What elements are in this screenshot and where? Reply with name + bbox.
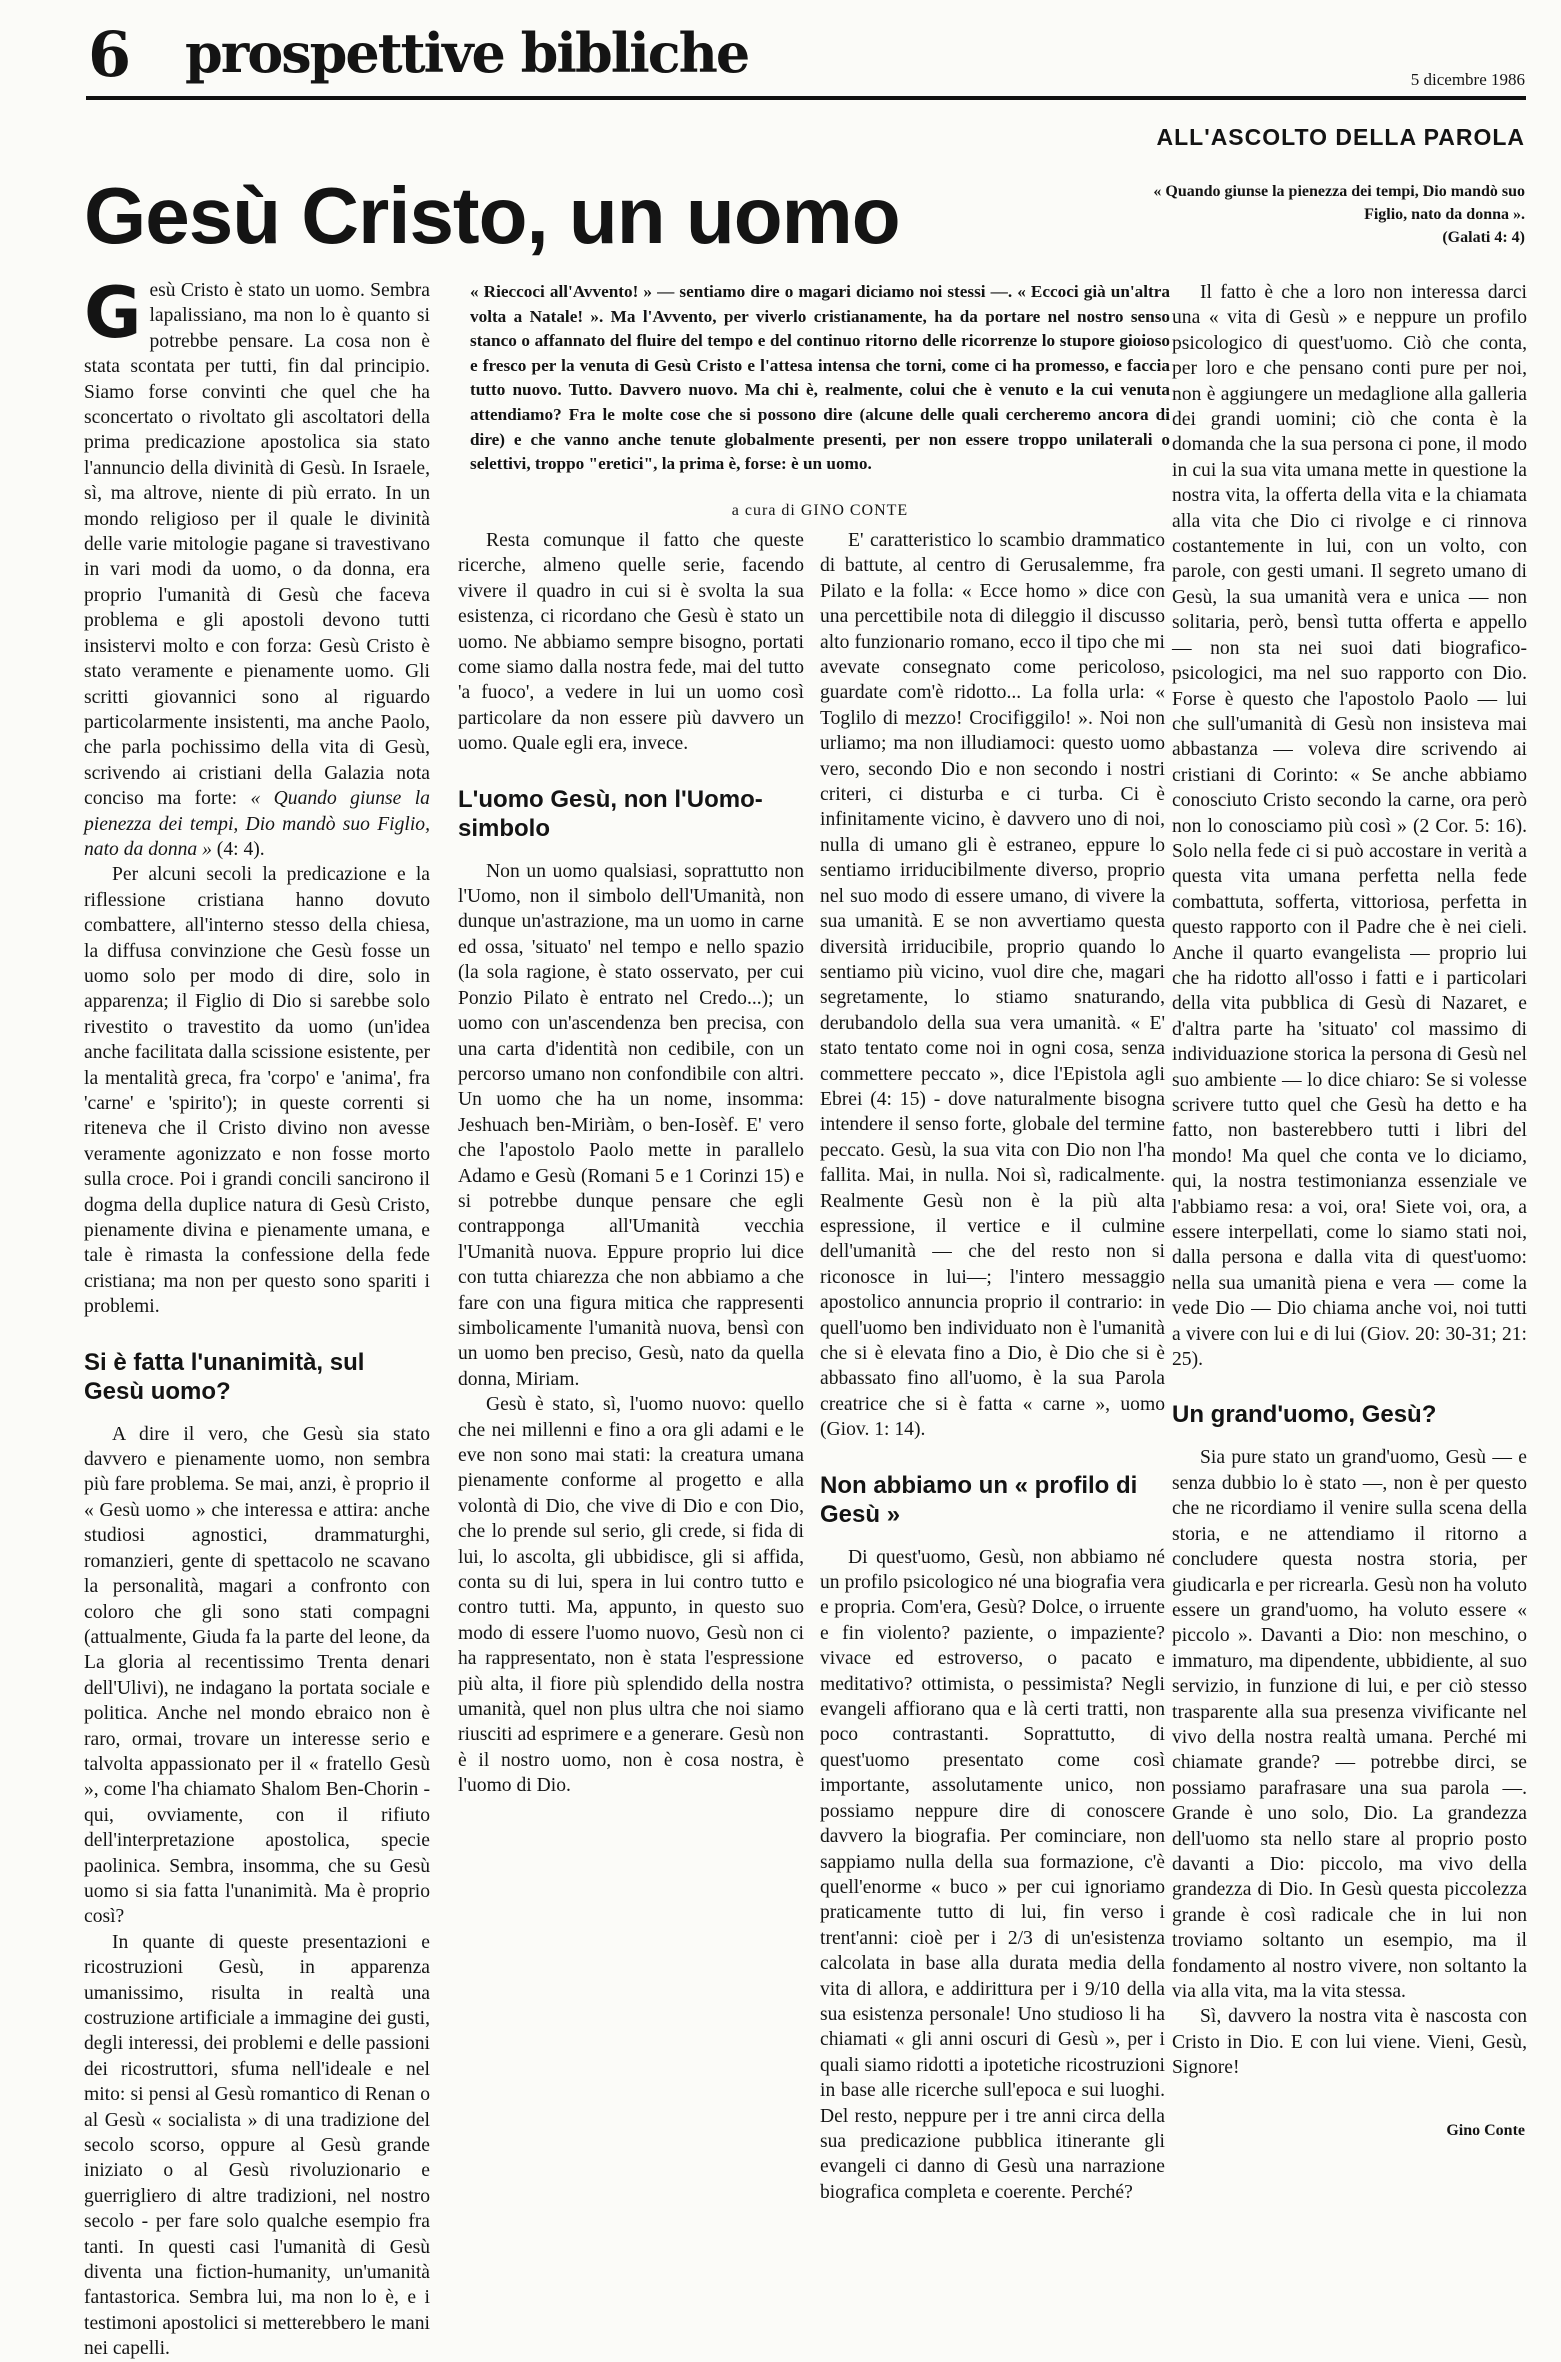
article-paragraph: Per alcuni secoli la predicazione e la riflessione cristiana hanno dovuto combattere, all'interno stesso della chiesa, la diffusa convinzione che Gesù fosse un uomo solo per modo di dire, solo in apparenza; il Figlio di Dio si sarebbe solo rivestito o travestito da uomo (un'idea anche facilitata dalla scissione esistente, per la mentalità greca, fra 'corpo' e 'anima', fra 'carne' e 'spirito'); in queste correnti si riteneva che il Cristo divino non avesse veramente agonizzato e non fosse morto sulla croce. Poi i grandi concili sancirono il dogma della duplice natura di Gesù Cristo, pienamente divina e pienamente umana, e tale è rimasta la confessione della fede cristiana; ma non per questo sono spariti i problemi. [84,864,430,1318]
epigraph-reference: (Galati 4: 4) [1442,229,1525,246]
masthead-rule [86,96,1526,100]
article-paragraph: Resta comunque il fatto che queste ricerche, almeno quelle serie, facendo vivere il quadro in cui si è svolta la sua esistenza, ci ricordano che Gesù è stato un uomo. Ne abbiamo sempre bisogno, portati come siamo dalla nostra fede, mai del tutto 'a fuoco', a vedere in lui un uomo così particolare da non essere più davvero un uomo. Quale egli era, invece. [458,530,804,755]
article-paragraph: Non un uomo qualsiasi, soprattutto non l'Uomo, non il simbolo dell'Umanità, non dunque un'astrazione, ma un uomo in carne ed ossa, 'situato' nel tempo e nello spazio (la sola ragione, è stato osservato, per cui Ponzio Pilato è entrato nel Credo...); un uomo con un'ascendenza ben precisa, con una carta d'identità non cedibile, con un percorso umano non confondibile con altri. Un uomo che ha un nome, insomma: Jeshuach ben-Miriàm, o ben-Iosèf. E' vero che l'apostolo Paolo mette in parallelo Adamo e Gesù (Romani 5 e 1 Corinzi 15) e si potrebbe dunque pensare che egli contrapponga all'Umanità vecchia l'Umanità nuova. Eppure proprio lui dice con tutta chiarezza che non abbiamo a che fare con una figura mitica che rappresenti simbolicamente l'umanità nuova, bensì con un uomo ben preciso, Gesù, nato da quella donna, Miriam. [458,860,804,1390]
section-title: prospettive bibliche [185,21,749,85]
subheading-grand-uomo: Un grand'uomo, Gesù? [1172,1401,1437,1429]
article-paragraph: Gesù è stato, sì, l'uomo nuovo: quello che nei millenni e fino a ora gli adami e le eve non sono mai stati: la creatura umana pienamente conforme al progetto e alla volontà di Dio, che vive di Dio e con Dio, che lo prende sul serio, gli crede, si fida di lui, lo ascolta, gli ubbidisce, gli si affida, conta su di lui, spera in lui contro tutto e contro tutti. Ma, appunto, in questo suo modo di essere l'uomo nuovo, Gesù non ci ha rappresentato, non è stata l'espressione più alta, il fiore più splendido della nostra umanità, quel non plus ultra che noi siamo riusciti ad esprimere e a generare. Gesù non è il nostro uomo, non è cosa nostra, è l'uomo di Dio. [458,1394,804,1797]
subheading-unanimita: Si è fatta l'unanimità, sul Gesù uomo? [84,1348,365,1405]
drop-cap: G [84,272,142,354]
article-column-4 [1172,280,1527,2120]
epigraph [1125,180,1525,249]
article-byline: a cura di GINO CONTE [731,502,909,519]
article-paragraph: Il fatto è che a loro non interessa darci una « vita di Gesù » e neppure un profilo psicologico di quest'uomo. Ciò che conta, per loro e che pensano conti pure per noi, non è aggiungere un medaglione alla galleria dei grandi uomini; ciò che conta è la domanda che la sua persona ci pone, il modo in cui la sua vita umana mette in questione la nostra vita, la offerta della vita e la chiamata alla vita che Dio ci rivolge e ci rinnova costantemente in lui, con un volto, con parole, con gesti umani. Il segreto umano di Gesù, la sua umanità vera e unica — non solitaria, però, bensì tutta offerta e appello — non sta nei suoi dati biografico-psicologici, ma nel suo rapporto con Dio. Forse è questo che l'apostolo Paolo — lui che sull'umanità di Gesù non insisteva mai abbastanza — voleva dire scrivendo ai cristiani di Corinto: « Se anche abbiamo conosciuto Cristo secondo la carne, ora però non lo conosciamo più così » (2 Cor. 5: 16). Solo nella fede ci si può accostare in verità a questa vita umana perfetta nella fede combattuta, sofferta, vittoriosa, perfetta in questo rapporto con il Padre che è nei cieli. Anche il quarto evangelista — proprio lui che ha ridotto all'osso i fatti e i particolari della vita pubblica di Gesù di Nazaret, e d'altra parte ha 'situato' col massimo di individuazione storica la persona di Gesù nel suo ambiente — lo dice chiaro: Se si volesse scrivere tutto quel che Gesù ha detto e ha fatto, non basterebbero tutti i libri del mondo! Ma quel che conta ve lo diciamo, qui, la nostra testimonianza essenziale ve l'abbiamo resa: a voi, ora! Siete voi, ora, a essere interpellati, come lo siamo stati noi, dalla persona e dalla vita di quest'uomo: nella sua umanità piena e vera — come la vede Dio — Dio chiama anche voi, noi tutti a vivere con lui e di lui (Giov. 20: 30-31; 21: 25). [1172,282,1527,1371]
article-paragraph: Sia pure stato un grand'uomo, Gesù — e senza dubbio lo è stato —, non è per questo che ne ricordiamo il venire sulla scena della storia, e ne attendiamo il ritorno a concludere questa nostra storia, per giudicarla e per ricrearla. Gesù non ha voluto essere un grand'uomo, ha voluto essere « piccolo ». Davanti a Dio: non meschino, o immaturo, ma dipendente, ubbidiente, al suo servizio, in funzione di lui, e per ciò stesso trasparente alla sua presenza vivificante nel vivo della nostra realtà umana. Perché mi chiamate grande? — potrebbe dirci, se possiamo parafrasare una sua parola —. Grande è uno solo, Dio. La grandezza dell'uomo sta nello stare al proprio posto davanti a Dio: piccolo, ma vivo della grandezza di Dio. In Gesù questa piccolezza grande è così radicale che in lui non troviamo soltanto un esempio, ma il fondamento al nostro vivere, non soltanto la via alla vita, ma la vita stessa. [1172,1447,1527,2002]
article-headline: Gesù Cristo, un uomo [84,171,900,260]
subheading-profilo: Non abbiamo un « profilo di Gesù » [820,1471,1138,1528]
article-paragraph: In quante di queste presentazioni e ricostruzioni Gesù, in apparenza umanissimo, risulta in realtà una costruzione artificiale a immagine dei gusti, degli interessi, dei problemi e delle passioni dei ricostruttori, sfuma nell'ideale e nel mito: si pensi al Gesù romantico di Renan o al Gesù « socialista » di una tradizione del secolo scorso, oppure al Gesù grande iniziato o al Gesù rivoluzionario e guerrigliero di altre tradizioni, nel nostro secolo - per fare solo qualche esempio fra tanti. In questi casi l'umanità di Gesù diventa una fiction-humanity, un'umanità fantastorica. Sembra lui, ma non lo è, e i testimoni apostolici si metterebbero le mani nei capelli. [84,1931,430,2360]
issue-date: 5 dicembre 1986 [1410,70,1525,89]
article-column-3 [820,528,1165,2208]
article-paragraph: Sì, davvero la nostra vita è nascosta con Cristo in Dio. E con lui viene. Vieni, Gesù, Signore! [1172,2006,1527,2079]
author-signature: Gino Conte [1446,2122,1525,2139]
column-rubric: ALL'ASCOLTO DELLA PAROLA [1156,124,1525,150]
subheading-uomo-simbolo: L'uomo Gesù, non l'Uomo-simbolo [458,785,763,842]
article-paragraph: A dire il vero, che Gesù sia stato davvero e pienamente uomo, non sembra più fare problema. Se mai, anzi, è proprio il « Gesù uomo » che interessa e attira: anche studiosi agnostici, drammaturghi, romanzieri, gente di spettacolo ne scavano la personalità, magari a confronto con coloro che gli sono stati compagni (attualmente, Giuda fa la parte del leone, da La gloria al recentissimo Trenta denari dell'Ulivi), ne indagano la portata sociale e politica. Anche nel mondo ebraico non è raro, ormai, trovare un interesse serio e talvolta appassionato per il « fratello Gesù », come l'ha chiamato Shalom Ben-Chorin - qui, ovviamente, con il rifiuto dell'interpretazione apostolica, specie paolinica. Sembra, insomma, che su Gesù uomo si sia fatta l'unanimità. Ma è proprio così? [84,1423,430,1928]
article-paragraph: E' caratteristico lo scambio drammatico di battute, al centro di Gerusalemme, fra Pilato e la folla: « Ecce homo » dice con una percettibile nota di dileggio il discusso alto funzionario romano, ecco il tipo che mi avevate consegnato come pericoloso, guardate com'è ridotto... La folla urla: « Toglilo di mezzo! Crocifiggilo! ». Noi non urliamo; ma non illudiamoci: questo uomo vero, secondo Dio e non secondo i nostri criteri, ci disturba e ci turba. Ci è infinitamente vicino, è davvero uno di noi, nulla di umano gli è estraneo, eppure lo sentiamo irriducibilmente diverso, proprio nel suo modo di essere umano, di vivere la sua umanità. E se non avvertiamo questa diversità irriducibile, proprio quando lo sentiamo più vicino, vuol dire che, magari segretamente, lo stiamo snaturando, derubandolo della sua vera umanità. « E' stato tentato come noi in ogni cosa, senza commettere peccato », dice l'Epistola agli Ebrei (4: 15) - dove naturalmente bisogna intendere il senso forte, globale del termine peccato. Gesù, la sua vita con Dio non l'ha fallita. Mai, in nulla. Noi sì, radicalmente. Realmente Gesù non è la più alta espressione, il vertice e il culmine dell'umanità — che del resto non si riconosce in lui—; l'intero messaggio apostolico annuncia proprio il contrario: in quell'uomo ben individuato non è l'umanità che si è elevata fino a Dio, è Dio che si è abbassato fino all'uomo, è la sua Parola creatrice che si è fatta « carne », uomo (Giov. 1: 14). [820,530,1165,1441]
page-number: 6 [88,18,132,91]
article-intro: « Rieccoci all'Avvento! » — sentiamo dire o magari diciamo noi stessi —. « Eccoci già un'altra volta a Natale! ». Ma l'Avvento, per viverlo cristianamente, ha da portare nel nostro senso stanco o affannato del fluire del tempo e del continuo ritorno delle ricorrenze lo stupore gioioso e fresco per la venuta di Gesù Cristo e l'attesa intensa che torni, come ci ha promesso, e faccia tutto nuovo. Tutto. Davvero nuovo. Ma chi è, realmente, colui che è venuto e la cui venuta attendiamo? Fra le molte cose che si possono dire (alcune delle quali cercheremo ancora di dire) e che vanno anche tenute globalmente presenti, per non essere troppo unilaterali o selettivi, troppo "eretici", la prima è, forse: è un uomo. [470,282,1170,474]
article-paragraph: Di quest'uomo, Gesù, non abbiamo né un profilo psicologico né una biografia vera e propria. Com'era, Gesù? Dolce, o irruente e fin violento? paziente, o impaziente? vivace ed estroverso, o pacato e meditativo? ottimista, o pessimista? Negli evangeli affiorano qua e là certi tratti, non poco contrastanti. Soprattutto, di quest'uomo presentato come così importante, assolutamente unico, non possiamo neppure dire di conoscere davvero la biografia. Per cominciare, non sappiamo nulla della sua formazione, c'è quell'enorme « buco » per cui ignoriamo praticamente tutto di lui, fin verso i trent'anni: cioè per i 2/3 di un'esistenza calcolata in base alla durata media della vita di allora, e addirittura per i 9/10 della sua esistenza personale! Uno studioso li ha chiamati « gli anni oscuri di Gesù », per i quali siamo ridotti a ipotetiche ricostruzioni in base alle ricerche sull'epoca e sui luoghi. Del resto, neppure per i tre anni circa della sua predicazione pubblica itinerante gli evangeli ci danno di Gesù una narrazione biografica completa e coerente. Perché? [820,1546,1165,2203]
article-column-1 [84,272,430,2360]
article-paragraph: Gesù Cristo è stato un uomo. Sembra lapalissiano, ma non lo è quanto si potrebbe pensare. La cosa non è stata scontata per tutti, fin dal principio. Siamo forse convinti che quel che ha sconcertato o rivoltato gli ascoltatori della prima predicazione apostolica sia stato l'annuncio della divinità di Gesù. In Israele, sì, ma altrove, niente di più errato. In un mondo religioso per il quale le divinità delle varie mitologie pagane si travestivano in vari modi da uomo, o da donna, era proprio l'umanità di Gesù che faceva problema e gli apostoli devono tutti insistervi molto e con forza: Gesù Cristo è stato veramente e pienamente uomo. Gli scritti giovannici sono al riguardo particolarmente insistenti, ma anche Paolo, che parla pochissimo della vita di Gesù, scrivendo ai cristiani della Galazia nota conciso ma forte: « Quando giunse la pienezza dei tempi, Dio mandò suo Figlio, nato da donna » (4: 4). [84,272,430,860]
article-column-2 [458,528,804,2208]
epigraph-quote: « Quando giunse la pienezza dei tempi, Dio mandò suo Figlio, nato da donna ». [1153,183,1525,223]
